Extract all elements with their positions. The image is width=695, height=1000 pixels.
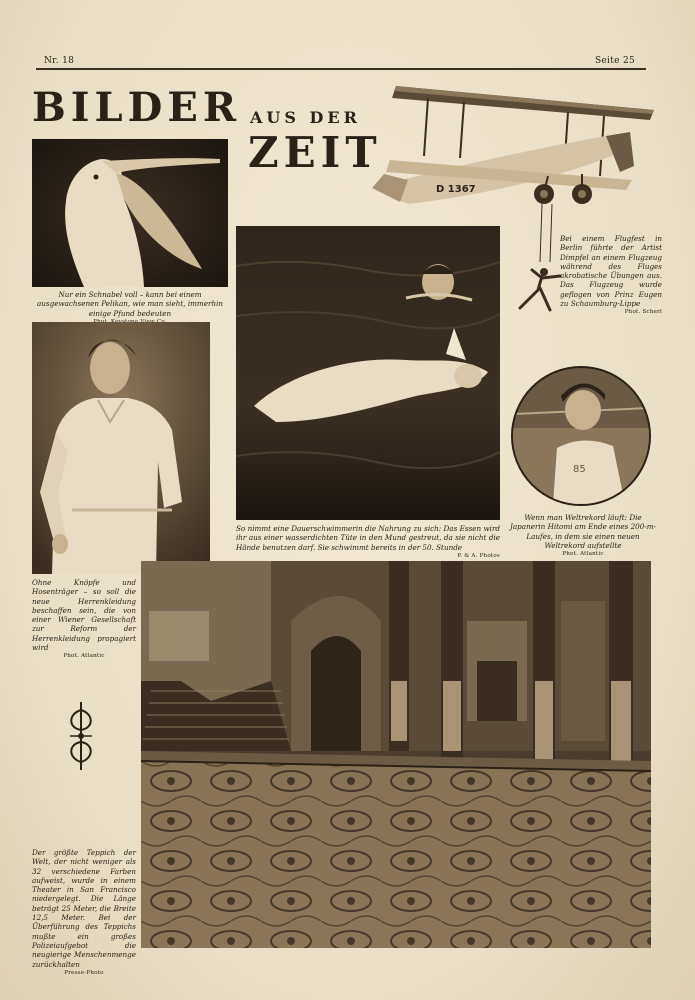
man-caption: [32, 578, 136, 662]
carpet-photo: [141, 561, 651, 948]
man-caption-text: Ohne Knöpfe und Hosenträger – so soll die neue Herrenkleidung beschaffen sein, die von einer Wiener Gesellschaft zur Reform der Herrenkleidung propagiert wird: [32, 578, 136, 653]
carpet-caption: [32, 848, 136, 978]
ornament-icon: [64, 700, 98, 772]
runner-illustration: [513, 368, 649, 504]
title-bilder: BILDER: [32, 84, 242, 131]
man-photo: [32, 322, 210, 574]
swimmer-credit: P. & A. Photos: [457, 552, 500, 559]
man-illustration: [32, 322, 210, 574]
airplane-credit: Phot. Scherl: [624, 309, 662, 316]
title-aus-der: AUS DER: [250, 108, 361, 127]
airplane-caption-text: Bei einem Flugfest in Berlin führte der Artist Dimpfel an einem Flugzeug während des Fluges akrobatische Übungen aus. Das Flugzeug wurde geflogen von Prinz Eugen zu Schaumburg-Lippe: [560, 234, 662, 309]
page-number: Seite 25: [594, 56, 635, 66]
pelican-caption-text: Nur ein Schnabel voll – kann bei einem ausgewachsenen Pelikan, wie man sieht, immerhin einige Pfund bedeuten: [37, 290, 223, 318]
runner-photo: [511, 366, 651, 506]
issue-number: Nr. 18: [44, 56, 75, 66]
carpet-credit: Presse-Photo: [64, 969, 104, 976]
pelican-photo: [32, 139, 228, 287]
swimmer-caption-text: So nimmt eine Dauerschwimmerin die Nahrung zu sich: Das Essen wird ihr aus einer wasserdichten Tüte in den Mund gestreut, da sie nicht die Hände benutzen darf. Sie schwimmt bereits in der 50. Stunde: [236, 524, 500, 552]
plane-registration: D 1367: [436, 184, 476, 195]
airplane-caption: [560, 234, 662, 318]
carpet-caption-text: Der größte Teppich der Welt, der nicht weniger als 32 verschiedene Farben aufweist, wurde in einem Theater in San Francisco niedergelegt. Die Länge beträgt 25 Meter, die Breite 12,5 Meter. Bei der Überführung des Teppichs mußte ein großes Polizeiaufgebot die neugierige Menschenmenge zurückhalten: [32, 848, 136, 969]
title-zeit: ZEIT: [248, 128, 382, 177]
pelican-illustration: [32, 139, 228, 287]
svg-text:85: 85: [573, 464, 586, 475]
man-credit: Phot. Atlantic: [63, 653, 105, 660]
theater-illustration: [141, 561, 651, 948]
swimmer-illustration: [236, 226, 500, 520]
runner-credit: Phot. Atlantic: [562, 551, 604, 558]
swimmer-photo: [236, 226, 500, 520]
runner-caption: [510, 513, 656, 559]
runner-caption-text: Wenn man Weltrekord läuft: Die Japanerin Hitomi am Ende eines 200-m-Laufes, in dem sie einen neuen Weltrekord aufstellte: [510, 513, 656, 550]
header-rule: [36, 68, 646, 70]
swimmer-caption: [236, 524, 500, 561]
